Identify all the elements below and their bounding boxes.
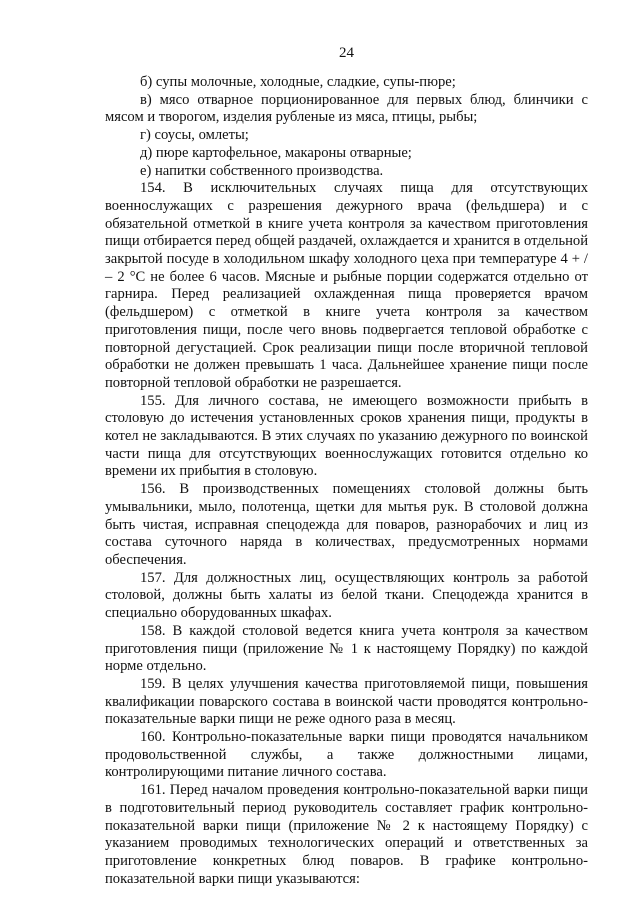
paragraph-158: 158. В каждой столовой ведется книга учета контроля за качеством приготовления пищи (приложение № 1 к настоящему Порядку) по каждой норме отдельно. (105, 622, 588, 675)
paragraph-154: 154. В исключительных случаях пища для отсутствующих военнослужащих с разрешения дежурного врача (фельдшера) и с обязательной отметкой в книге учета контроля за качеством приготовления пищи отбирается перед общей раздачей, охлаждается и хранится в отдельной закрытой посуде в холодильном шкафу холодного цеха при температуре 4 + / – 2 °С не более 6 часов. Мясные и рыбные порции содержатся отдельно от гарнира. Перед реализацией охлажденная пища проверяется врачом (фельдшером) с отметкой в книге учета контроля за качеством приготовления пищи, после чего вновь подвергается тепловой обработке с повторной дегустацией. Срок реализации пищи после вторичной тепловой обработки не должен превышать 1 часа. Дальнейшее хранение пищи после повторной тепловой обработки не разрешается. (105, 180, 589, 391)
list-item-g: г) соусы, омлеты; (140, 127, 249, 144)
page-number: 24 (339, 45, 354, 61)
paragraph-160: 160. Контрольно-показательные варки пищи проводятся начальником продовольственной службы, а также должностными лицами, контролирующими питание личного состава. (105, 729, 588, 781)
paragraph-161: 161. Перед началом проведения контрольно-показательной варки пищи в подготовительный период руководитель составляет график контрольно-показательной варки пищи (приложение № 2 к настоящему Порядку) с указанием проводимых технологических операций и ответственных за приготовление конкретных блюд поваров. В графике контрольно-показательной варки пищи указываются: (105, 782, 588, 887)
paragraph-155: 155. Для личного состава, не имеющего возможности прибыть в столовую до истечения установленных сроков хранения пищи, продукты в котел не закладываются. В этих случаях по указанию дежурного по воинской части пища для отсутствующих военнослужащих готовится отдельно ко времени их прибытия в столовую. (105, 392, 588, 480)
list-item-d: д) пюре картофельное, макароны отварные; (140, 144, 412, 161)
paragraph-159: 159. В целях улучшения качества приготовляемой пищи, повышения квалификации поварского состава в воинской части проводятся контрольно-показательные варки пищи не реже одного раза в месяц. (105, 675, 588, 728)
paragraph-157: 157. Для должностных лиц, осуществляющих контроль за работой столовой, должны быть халаты из белой ткани. Спецодежда хранится в специально оборудованных шкафах. (105, 569, 588, 622)
list-item-e: е) напитки собственного производства. (140, 162, 384, 179)
list-item-v: в) мясо отварное порционированное для первых блюд, блинчики с мясом и творогом, изделия рубленые из мяса, птицы, рыбы; (105, 91, 588, 126)
paragraph-156: 156. В производственных помещениях столовой должны быть умывальники, мыло, полотенца, щетки для мытья рук. В столовой должна быть чистая, исправная спецодежда для поваров, разнорабочих и лиц из состава суточного наряда в количествах, предусмотренных нормами обеспечения. (105, 481, 588, 568)
list-item-b: б) супы молочные, холодные, сладкие, супы-пюре; (140, 74, 456, 90)
